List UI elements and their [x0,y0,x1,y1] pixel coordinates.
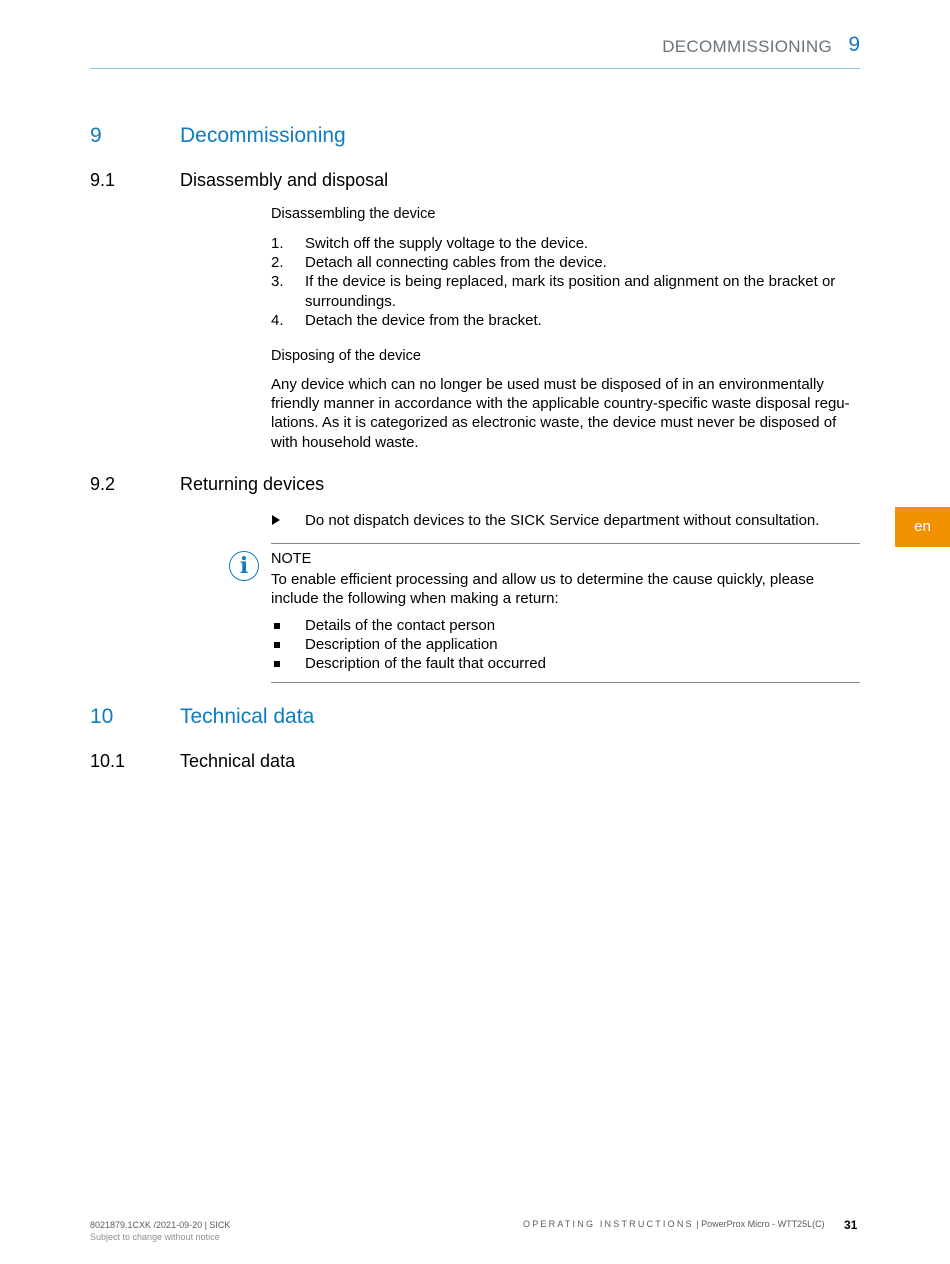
list-item: 1. Switch off the supply voltage to the device. [271,235,589,252]
running-header-chapter: 9 [848,33,860,56]
action-item: Do not dispatch devices to the SICK Service department without consultation. [271,511,861,530]
section-9-2-number: 9.2 [90,474,116,494]
info-icon: i [229,551,259,581]
square-bullet-icon [274,623,280,629]
language-tab[interactable]: en [895,507,950,547]
section-10-title: Technical data [180,705,315,728]
return-info-bullets [271,616,861,674]
footer-doc-info [90,1219,230,1243]
list-item: 2. Detach all connecting cables from the device. [271,254,607,272]
page-number: 31 [844,1218,858,1232]
disassembling-heading: Disassembling the device [271,206,436,222]
square-bullet-icon [274,661,280,667]
section-10-1-title: Technical data [180,751,296,771]
footer-subject-note: Subject to change without notice [90,1232,220,1242]
list-item: Description of the fault that occurred [271,654,861,673]
section-9-2-title: Returning devices [180,474,325,494]
disposal-paragraph: Any device which can no longer be used must be disposed of in an environmentally friendly manner in accordance with the applicable country-specific waste disposal regu- lations. As it is categorized as electronic waste, the device must never be disposed of with household waste. [271,376,850,451]
list-item: 4. Detach the device from the bracket. [271,311,542,329]
section-9-1-number: 9.1 [90,170,116,190]
triangle-arrow-icon [272,515,280,525]
note-label: NOTE [271,551,312,567]
note-top-rule [271,543,860,544]
header-divider [90,68,860,69]
square-bullet-icon [274,642,280,648]
disposing-heading: Disposing of the device [271,348,421,364]
section-9-1-title: Disassembly and disposal [180,170,389,190]
list-item: 3. If the device is being replaced, mark its position and alignment on the bracket or surroundings. [271,273,836,310]
section-10-1-number: 10.1 [90,751,126,771]
section-9-title: Decommissioning [180,124,346,147]
footer-doc-title: OPERATING INSTRUCTIONS | PowerProx Micro - WTT25L(C) [523,1219,825,1229]
footer-doc-id: 8021879.1CXK /2021-09-20 | SICK [90,1220,231,1230]
list-item: Details of the contact person [271,616,861,635]
note-text: To enable efficient processing and allow us to determine the cause quickly, please include the following when making a return: [271,571,815,608]
action-list [271,511,861,530]
disassembly-steps [271,234,861,330]
list-item: Description of the application [271,635,861,654]
running-header-title: DECOMMISSIONING [662,37,832,56]
note-bottom-rule [271,682,860,683]
section-9-number: 9 [90,124,102,147]
section-10-number: 10 [90,705,114,728]
